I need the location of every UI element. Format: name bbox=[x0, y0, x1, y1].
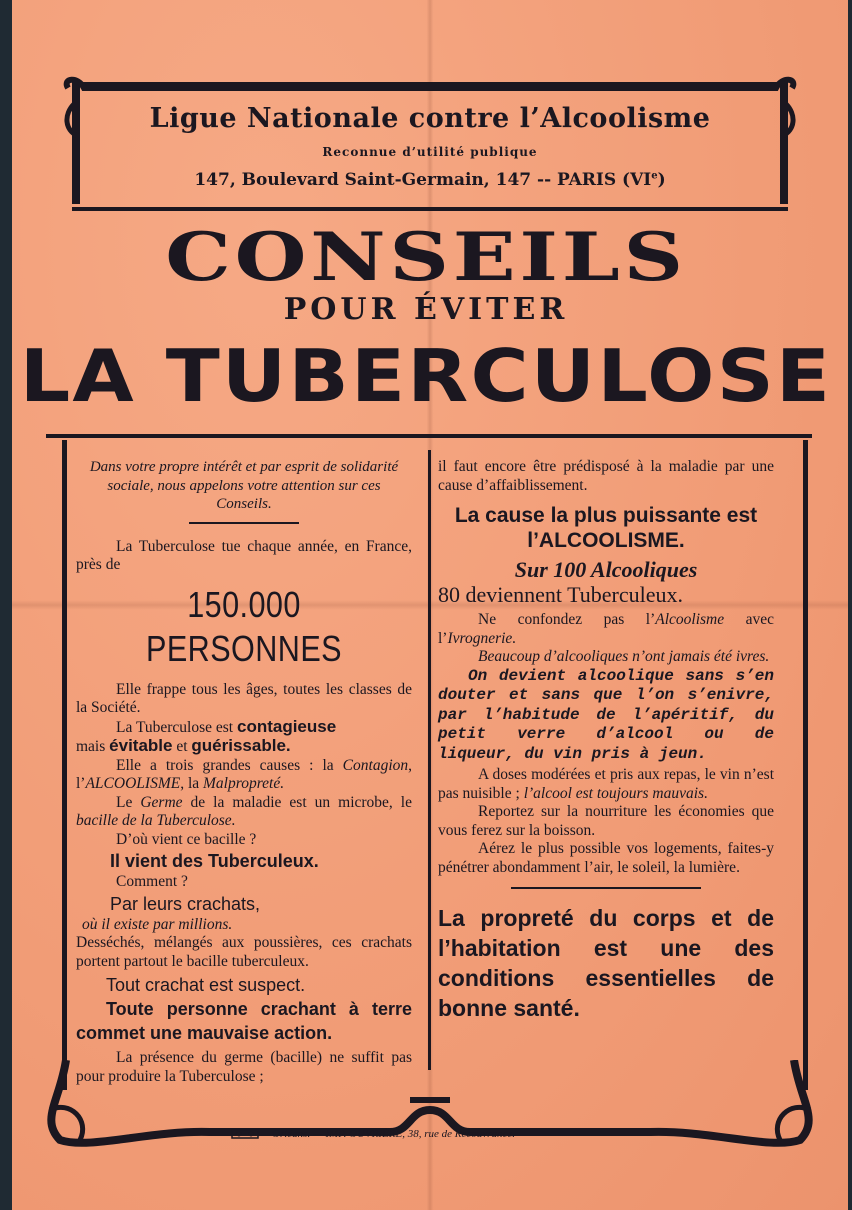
millions-text: où il existe par millions. bbox=[82, 915, 233, 933]
by-spit: Par leurs crachats, bbox=[110, 893, 261, 914]
germ-d: bacille de la Tuberculose. bbox=[76, 812, 236, 829]
left-column bbox=[76, 458, 412, 1086]
become-alcoholic: On devient alcoolique sans s’en douter et sans que l’on s’enivre, par l’habitude de l’apéritif, du petit verre d’alcool ou de liqueur, du vin pris à jeun. bbox=[438, 666, 774, 763]
address-end: ) bbox=[657, 170, 666, 190]
dried-text: Desséchés, mélangés aux poussières, ces crachats portent partout le bacille tuberculeux. bbox=[76, 934, 412, 970]
spit-suspect: Tout crachat est suspect. bbox=[106, 975, 306, 995]
germ-not-enough: La présence du germe (bacille) ne suffit pas pour produire la Tuberculose ; bbox=[76, 1049, 412, 1085]
causes-f: Malpropreté. bbox=[203, 775, 285, 792]
confuse-a: Ne confondez pas l’ bbox=[478, 611, 656, 628]
causes-b: Contagion bbox=[342, 756, 409, 774]
causes-e: , la bbox=[180, 775, 204, 792]
causes-c: , l’ bbox=[76, 756, 412, 792]
right-separator bbox=[511, 887, 701, 889]
germ-text bbox=[76, 794, 412, 831]
moderate-b: l’alcool est toujours mauvais. bbox=[523, 784, 708, 802]
spitting-bad: Toute personne crachant à terre commet une mauvaise action. bbox=[76, 999, 412, 1043]
right-column bbox=[438, 458, 774, 1023]
headline-tuberculose: LA TUBERCULOSE bbox=[19, 334, 833, 418]
moderate-doses bbox=[438, 766, 774, 803]
league-subtitle: Reconnue d’utilité publique bbox=[322, 145, 538, 159]
cleanliness-text: La propreté du corps et de l’habitation est une des conditions essentielles de bonne santé. bbox=[438, 905, 774, 1021]
all-ages-text: Elle frappe tous les âges, toutes les classes de la Société. bbox=[76, 680, 412, 716]
confuse-text bbox=[438, 611, 774, 648]
sur-100: Sur 100 Alcooliques bbox=[514, 557, 698, 582]
contagious-e: et bbox=[172, 738, 192, 755]
confuse-d: Ivrognerie. bbox=[447, 629, 517, 647]
from-tuberculous: Il vient des Tuberculeux. bbox=[110, 851, 319, 871]
top-rule bbox=[46, 434, 812, 438]
moderate-a: A doses modérées et pris aux repas, le vin n’est pas nuisible ; bbox=[438, 766, 774, 802]
causes-d: ALCOOLISME bbox=[85, 775, 181, 792]
deaths-number: 150.000 PERSONNES bbox=[146, 583, 342, 669]
causes-text bbox=[76, 757, 412, 794]
deaths-text: La Tuberculose tue chaque année, en France, près de bbox=[76, 537, 412, 573]
column-divider bbox=[428, 450, 431, 1070]
germ-a: Le bbox=[116, 793, 141, 811]
confuse-b: Alcoolisme bbox=[655, 611, 725, 628]
league-address bbox=[72, 170, 788, 190]
main-cause: La cause la plus puissante est l’ALCOOLISME. bbox=[454, 504, 758, 552]
contagious-f: guérissable. bbox=[191, 736, 291, 755]
ventilate-text: Aérez le plus possible vos logements, faites-y pénétrer abondamment l’air, le soleil, la lumière. bbox=[438, 840, 774, 876]
contagious-text bbox=[76, 718, 412, 757]
address-sup: e bbox=[651, 170, 658, 182]
printing-press-icon bbox=[230, 1128, 260, 1140]
causes-a: Elle a trois grandes causes : la bbox=[116, 756, 343, 774]
contagious-c: mais bbox=[76, 738, 110, 755]
printer-imprint bbox=[230, 1128, 650, 1140]
savings-text: Reportez sur la nourriture les économies que vous ferez sur la boisson. bbox=[438, 803, 774, 839]
never-drunk: Beaucoup d’alcooliques n’ont jamais été ivres. bbox=[478, 648, 770, 665]
contagious-a: La Tuberculose est bbox=[116, 718, 237, 736]
germ-c: de la maladie est un microbe, le bbox=[182, 793, 412, 811]
question-how: Comment ? bbox=[116, 873, 188, 890]
germ-b: Germe bbox=[140, 793, 183, 811]
eighty-become: 80 deviennent Tuberculeux. bbox=[438, 582, 684, 607]
confuse-c: avec l’ bbox=[438, 611, 774, 647]
address-text: 147, Boulevard Saint-Germain, 147 -- PARIS (VI bbox=[194, 170, 652, 190]
header-ornament-icon bbox=[60, 74, 800, 154]
contagious-d: évitable bbox=[109, 736, 173, 755]
question-origin: D’où vient ce bacille ? bbox=[116, 830, 257, 848]
contagious-b: contagieuse bbox=[236, 716, 337, 736]
headline-conseils: CONSEILS bbox=[165, 218, 687, 296]
imprint-text: Orléans. — IMP. OUVRIÈRE, 38, rue de Recouvrance. bbox=[272, 1128, 515, 1140]
intro-separator bbox=[189, 522, 299, 524]
headline-pour-eviter: POUR ÉVITER bbox=[283, 292, 569, 327]
predisposed-text: il faut encore être prédisposé à la maladie par une cause d’affaiblissement. bbox=[438, 458, 774, 494]
league-title: Ligue Nationale contre l’Alcoolisme bbox=[149, 103, 711, 134]
intro-text: Dans votre propre intérêt et par esprit de solidarité sociale, nous appelons votre attention sur ces Conseils. bbox=[89, 459, 399, 512]
